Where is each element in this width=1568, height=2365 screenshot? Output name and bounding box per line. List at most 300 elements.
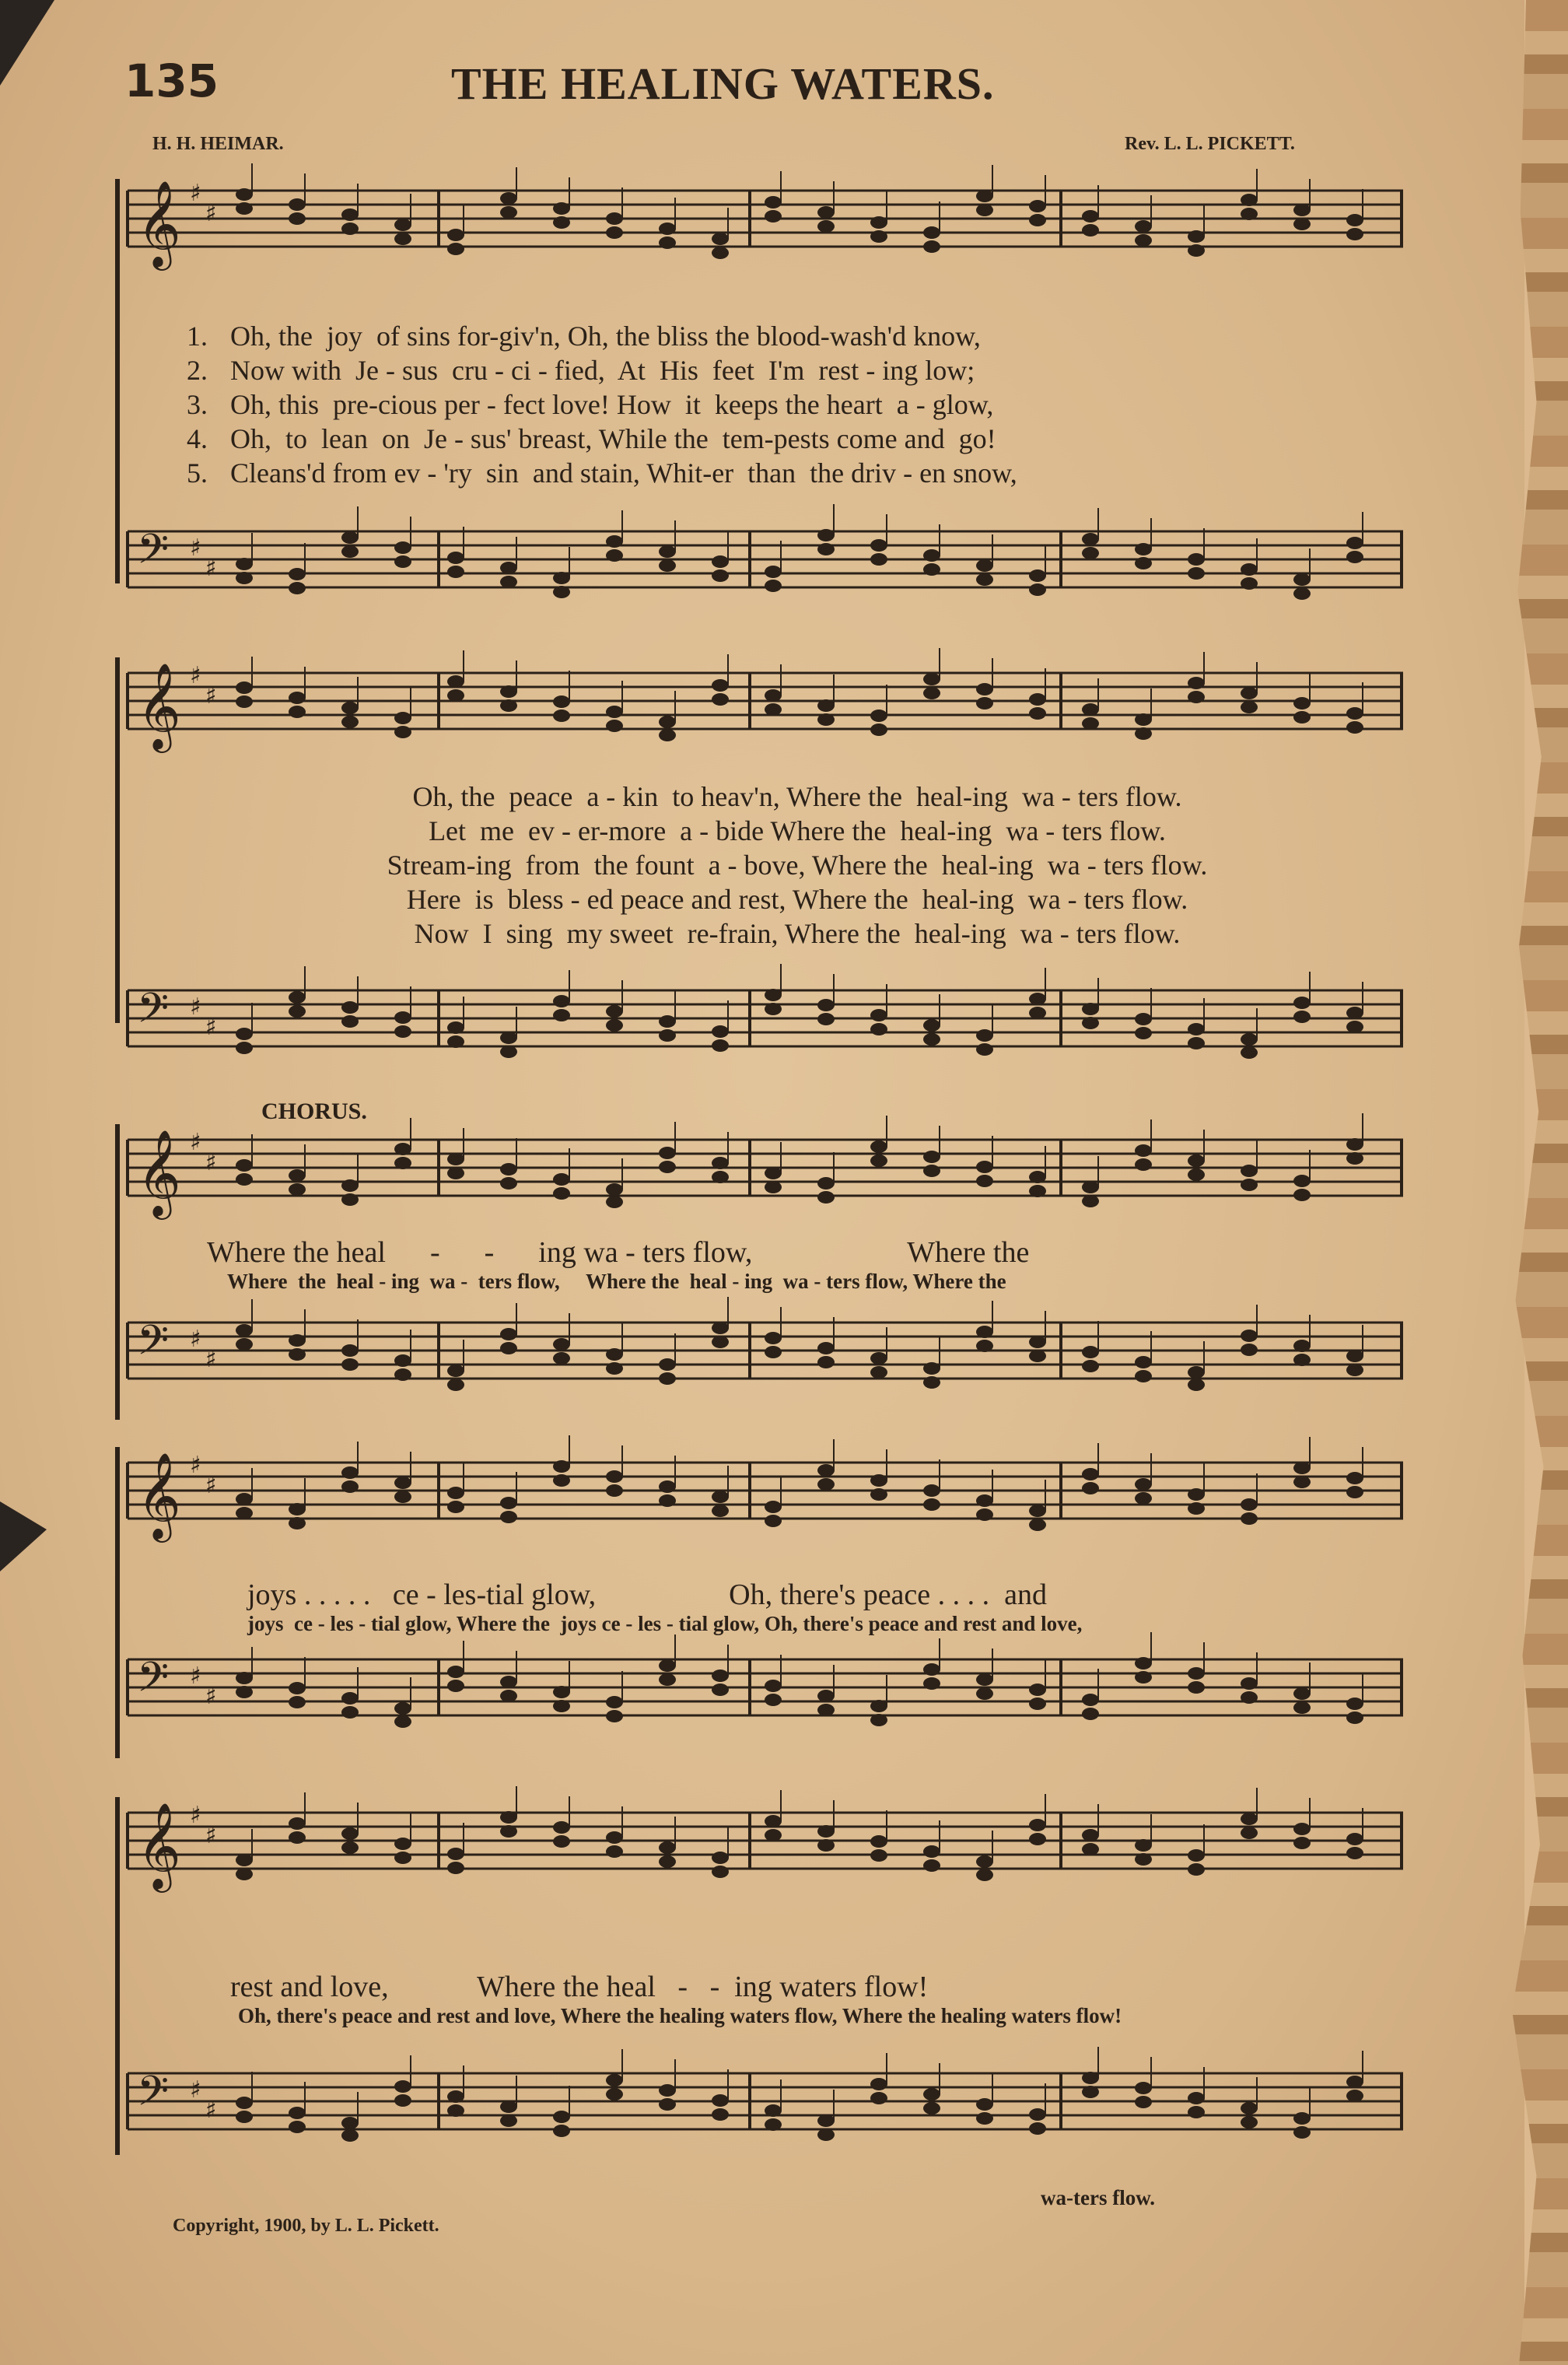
note-head (1241, 563, 1258, 576)
note-head (976, 1508, 993, 1521)
note-head (553, 1460, 570, 1473)
note-head (606, 212, 623, 225)
note-head (976, 1494, 993, 1507)
note-head (1346, 228, 1363, 240)
note-head (765, 1346, 782, 1358)
note-head (1188, 1849, 1205, 1862)
note-head (289, 1169, 306, 1182)
note-head (500, 576, 517, 588)
note-head (659, 1855, 676, 1868)
note-head (712, 693, 729, 706)
bass-staff (128, 1648, 1403, 1733)
note-head (659, 545, 676, 558)
staff-lines (128, 1801, 1403, 1887)
note-head (341, 716, 359, 728)
note-head (289, 1831, 306, 1844)
note-head (341, 1015, 359, 1028)
note-head (1346, 537, 1363, 549)
note-head (1293, 711, 1311, 724)
note-head (923, 2102, 940, 2114)
note-head (236, 695, 253, 708)
note-head (1188, 1366, 1205, 1379)
note-head (500, 206, 517, 219)
note-head (923, 1498, 940, 1511)
note-head (289, 1503, 306, 1515)
note-head (1029, 214, 1046, 226)
note-head (765, 1680, 782, 1692)
note-head (553, 2125, 570, 2137)
note-head (553, 2111, 570, 2123)
note-head (976, 697, 993, 710)
note-head (923, 1859, 940, 1872)
staff-lines (128, 520, 1403, 605)
note-head (1082, 1195, 1099, 1207)
note-head (1188, 1667, 1205, 1680)
note-head (1293, 1175, 1311, 1187)
note-head (289, 692, 306, 704)
note-head (1293, 1462, 1311, 1474)
note-head (817, 1690, 835, 1702)
note-head (1241, 701, 1258, 713)
note-head (712, 1670, 729, 1682)
note-head (1188, 2106, 1205, 2118)
note-head (870, 1714, 887, 1726)
verse-number: 1. (187, 321, 208, 352)
note-head (606, 1362, 623, 1375)
treble-clef-icon: 𝄞 (137, 1452, 181, 1539)
sharp-icon: ♯ (190, 1802, 201, 1829)
staff-lines (128, 179, 1403, 265)
note-head (976, 1687, 993, 1700)
note-head (394, 2080, 411, 2093)
note-head (500, 1046, 517, 1058)
note-head (870, 1140, 887, 1153)
note-head (394, 1838, 411, 1850)
note-head (1346, 1138, 1363, 1151)
composer-credit: H. H. HEIMAR. (152, 134, 284, 154)
note-head (923, 240, 940, 253)
note-head (1188, 1488, 1205, 1501)
note-head (765, 210, 782, 222)
sharp-icon: ♯ (205, 1683, 217, 1710)
verse-lines-first-half (187, 319, 1392, 490)
note-head (1029, 1819, 1046, 1831)
note-head (765, 1815, 782, 1827)
note-head (870, 1023, 887, 1035)
note-head (1082, 1694, 1099, 1706)
sharp-icon: ♯ (205, 2097, 217, 2124)
note-head (923, 1033, 940, 1046)
note-head (1293, 2126, 1311, 2139)
note-head (236, 1173, 253, 1186)
sharp-icon: ♯ (190, 1663, 201, 1690)
note-head (553, 1173, 570, 1186)
note-head (712, 1171, 729, 1183)
note-head (500, 1032, 517, 1044)
note-head (553, 572, 570, 584)
note-head (817, 1478, 835, 1491)
note-head (606, 2088, 623, 2100)
note-head (817, 220, 835, 233)
note-head (1082, 1003, 1099, 1015)
note-head (976, 2098, 993, 2111)
note-head (447, 1167, 464, 1179)
note-head (606, 1005, 623, 1018)
note-head (712, 1025, 729, 1038)
note-head (394, 712, 411, 724)
note-head (923, 687, 940, 699)
note-head (1082, 1017, 1099, 1029)
note-head (606, 1019, 623, 1032)
note-head (1135, 1839, 1152, 1852)
note-head (765, 989, 782, 1001)
note-head (341, 1001, 359, 1014)
system-bracket (115, 1124, 120, 1420)
note-head (712, 2108, 729, 2121)
note-head (870, 1700, 887, 1712)
verse-number: 4. (187, 423, 208, 454)
note-head (394, 1715, 411, 1728)
note-head (976, 1340, 993, 1352)
note-head (500, 1163, 517, 1175)
note-head (1346, 1698, 1363, 1710)
note-head (394, 541, 411, 554)
note-head (447, 566, 464, 578)
note-head (1188, 1681, 1205, 1694)
note-head (817, 1464, 835, 1477)
note-head (1082, 1468, 1099, 1480)
note-head (1241, 194, 1258, 206)
note-head (923, 2088, 940, 2100)
note-head (1293, 1837, 1311, 1849)
note-head (236, 558, 253, 570)
note-head (236, 572, 253, 584)
note-head (447, 1021, 464, 1034)
note-head (1241, 1033, 1258, 1046)
note-head (712, 1505, 729, 1517)
note-head (341, 1692, 359, 1705)
note-head (289, 1334, 306, 1347)
note-head (1241, 1813, 1258, 1825)
note-head (394, 1157, 411, 1169)
note-head (606, 1696, 623, 1708)
note-head (500, 562, 517, 574)
note-head (817, 1839, 835, 1852)
staff-lines (128, 1451, 1403, 1539)
note-head (553, 586, 570, 598)
note-head (1135, 1027, 1152, 1039)
note-head (447, 1153, 464, 1165)
note-head (1135, 1492, 1152, 1505)
note-head (817, 1191, 835, 1204)
note-head (712, 1157, 729, 1169)
note-head (765, 566, 782, 578)
note-head (870, 1009, 887, 1021)
system-bracket (115, 1797, 120, 2155)
note-head (1241, 2102, 1258, 2114)
note-head (659, 1161, 676, 1173)
verse-text: Now with Je - sus cru - ci - fied, At His feet I'm rest - ing low; (230, 355, 975, 386)
note-head (1241, 1165, 1258, 1177)
sharp-icon: ♯ (205, 1149, 217, 1176)
note-head (1135, 1158, 1152, 1171)
note-head (500, 685, 517, 698)
note-head (1188, 2092, 1205, 2104)
note-head (1293, 1701, 1311, 1714)
note-head (712, 555, 729, 568)
note-head (817, 543, 835, 555)
system-bracket (115, 1447, 120, 1758)
note-head (976, 1869, 993, 1881)
note-head (1346, 1833, 1363, 1845)
note-head (553, 1700, 570, 1712)
treble-clef-icon: 𝄞 (137, 1129, 181, 1216)
note-head (976, 683, 993, 695)
verse-text: Here is bless - ed peace and rest, Where the heal-ing wa - ters flow. (406, 884, 1188, 915)
verse-text: Let me ev - er-more a - bide Where the heal-ing wa - ters flow. (429, 815, 1166, 846)
note-head (1082, 1181, 1099, 1193)
note-head (817, 713, 835, 726)
note-head (553, 202, 570, 215)
note-head (659, 1480, 676, 1493)
note-head (659, 1659, 676, 1672)
note-head (606, 1831, 623, 1844)
note-head (765, 689, 782, 702)
sharp-icon: ♯ (205, 1472, 217, 1499)
note-head (817, 1356, 835, 1368)
note-head (447, 1487, 464, 1499)
note-head (1241, 1179, 1258, 1191)
note-head (870, 230, 887, 243)
note-head (447, 1365, 464, 1377)
note-head (341, 208, 359, 221)
note-head (659, 236, 676, 249)
verse-text: Oh, the joy of sins for-giv'n, Oh, the bliss the blood-wash'd know, (230, 321, 981, 352)
note-head (1346, 214, 1363, 226)
note-head (447, 1035, 464, 1048)
note-head (1346, 721, 1363, 734)
note-head (1346, 1712, 1363, 1724)
note-head (1082, 1843, 1099, 1855)
note-head (1082, 1829, 1099, 1841)
note-head (447, 2090, 464, 2103)
note-head (1082, 1708, 1099, 1720)
sharp-icon: ♯ (205, 555, 217, 582)
verse-text: Oh, the peace a - kin to heav'n, Where the heal-ing wa - ters flow. (412, 781, 1182, 812)
note-head (1241, 1498, 1258, 1511)
note-head (1293, 697, 1311, 710)
note-head (976, 1326, 993, 1338)
note-head (1346, 1152, 1363, 1165)
note-head (447, 1666, 464, 1678)
note-head (500, 1497, 517, 1509)
note-head (976, 1043, 993, 1056)
note-head (606, 706, 623, 718)
note-head (500, 699, 517, 712)
note-head (712, 1039, 729, 1052)
note-head (870, 1154, 887, 1167)
note-head (341, 1358, 359, 1371)
note-head (1293, 1189, 1311, 1201)
note-head (870, 2092, 887, 2104)
note-head (1082, 1482, 1099, 1494)
note-head (447, 1862, 464, 1874)
note-head (976, 573, 993, 586)
note-head (1135, 1013, 1152, 1025)
note-head (923, 1362, 940, 1375)
note-head (817, 1825, 835, 1838)
note-head (236, 2097, 253, 2109)
note-head (341, 222, 359, 235)
note-head (394, 1852, 411, 1864)
note-head (341, 1466, 359, 1479)
note-head (870, 553, 887, 566)
note-head (817, 2128, 835, 2141)
note-head (712, 1491, 729, 1503)
note-head (1082, 703, 1099, 716)
note-head (765, 1515, 782, 1527)
note-head (1082, 1360, 1099, 1372)
note-head (976, 1855, 993, 1868)
verse-text: Oh, this pre-cious per - fect love! How it keeps the heart a - glow, (230, 389, 994, 420)
sharp-icon: ♯ (190, 1326, 201, 1353)
note-head (870, 710, 887, 722)
note-head (923, 1165, 940, 1177)
note-head (659, 1029, 676, 1042)
note-head (712, 1866, 729, 1878)
note-head (1293, 1340, 1311, 1352)
bass-clef-icon: 𝄢 (137, 2068, 170, 2125)
note-head (870, 1488, 887, 1501)
note-head (341, 1193, 359, 1206)
note-head (765, 703, 782, 716)
sharp-icon: ♯ (190, 534, 201, 562)
note-head (1188, 677, 1205, 689)
note-head (870, 539, 887, 552)
note-head (712, 233, 729, 245)
chorus-lyric-small: Where the heal - ing wa - ters flow, Where the heal - ing wa - ters flow, Where the (227, 1270, 1006, 1293)
note-head (236, 1324, 253, 1337)
note-head (1135, 1853, 1152, 1866)
staff-lines (128, 1128, 1403, 1214)
note-head (765, 1003, 782, 1015)
note-head (1293, 1687, 1311, 1700)
note-head (1135, 1144, 1152, 1157)
note-head (1188, 1154, 1205, 1167)
note-head (870, 1835, 887, 1848)
note-head (394, 1702, 411, 1715)
note-head (1135, 713, 1152, 726)
note-head (236, 188, 253, 201)
bass-staff (128, 979, 1403, 1064)
note-head (553, 1187, 570, 1200)
note-head (1293, 1476, 1311, 1488)
note-head (236, 681, 253, 694)
note-head (1346, 1007, 1363, 1019)
note-head (1346, 2090, 1363, 2102)
note-head (553, 1352, 570, 1365)
treble-clef-icon: 𝄞 (137, 180, 181, 267)
note-head (1029, 693, 1046, 706)
note-head (1082, 210, 1099, 222)
note-head (606, 226, 623, 239)
page-number: 135 (124, 54, 219, 107)
sharp-icon: ♯ (205, 1346, 217, 1373)
note-head (817, 206, 835, 219)
note-head (606, 1470, 623, 1483)
note-head (659, 1494, 676, 1507)
note-head (394, 1491, 411, 1503)
sharp-icon: ♯ (190, 180, 201, 207)
note-head (1188, 553, 1205, 566)
note-head (1346, 1847, 1363, 1859)
verse-number: 5. (187, 457, 208, 489)
note-head (712, 569, 729, 582)
sharp-icon: ♯ (190, 662, 201, 689)
note-head (923, 1151, 940, 1163)
note-head (236, 1868, 253, 1880)
note-head (1135, 1478, 1152, 1491)
bass-clef-icon: 𝄢 (137, 1317, 170, 1375)
note-head (1241, 208, 1258, 220)
verse-number: 2. (187, 355, 208, 386)
note-head (1082, 2086, 1099, 2098)
note-head (1029, 993, 1046, 1005)
note-head (236, 2111, 253, 2123)
bass-staff (128, 2062, 1403, 2147)
treble-staff (128, 1801, 1403, 1887)
note-head (1241, 1512, 1258, 1525)
note-head (765, 196, 782, 208)
note-head (500, 1811, 517, 1824)
note-head (394, 2094, 411, 2107)
note-head (1029, 569, 1046, 582)
note-head (606, 535, 623, 548)
note-head (870, 2078, 887, 2090)
note-head (817, 2114, 835, 2127)
note-head (1188, 1863, 1205, 1876)
note-head (606, 1348, 623, 1361)
verse-line (187, 422, 1392, 456)
note-head (394, 233, 411, 245)
note-head (236, 1042, 253, 1054)
note-head (1029, 1519, 1046, 1531)
chorus-lyric-main: rest and love, Where the heal - - ing waters flow! (230, 1971, 929, 2003)
system-bracket (115, 179, 120, 583)
note-head (606, 1183, 623, 1196)
chorus-lyric-main: Where the heal - - ing wa - ters flow, Where the (207, 1236, 1030, 1269)
note-head (1241, 1046, 1258, 1059)
note-head (289, 1005, 306, 1018)
note-head (394, 726, 411, 738)
note-head (447, 552, 464, 564)
note-head (606, 720, 623, 732)
note-head (447, 1379, 464, 1391)
hymn-title: THE HEALING WATERS. (451, 58, 995, 109)
note-head (1029, 1336, 1046, 1348)
note-head (236, 1338, 253, 1351)
note-head (659, 1841, 676, 1854)
note-head (765, 1181, 782, 1193)
chorus-lyric-small: Oh, there's peace and rest and love, Where the healing waters flow, Where the healing waters flow! (238, 2004, 1122, 2027)
note-head (1241, 1677, 1258, 1690)
staff-lines (128, 1648, 1403, 1733)
note-head (500, 1328, 517, 1340)
note-head (659, 2084, 676, 2097)
treble-staff (128, 179, 1403, 265)
note-head (817, 1342, 835, 1354)
bass-lyric-note: wa-ters flow. (1041, 2186, 1155, 2209)
